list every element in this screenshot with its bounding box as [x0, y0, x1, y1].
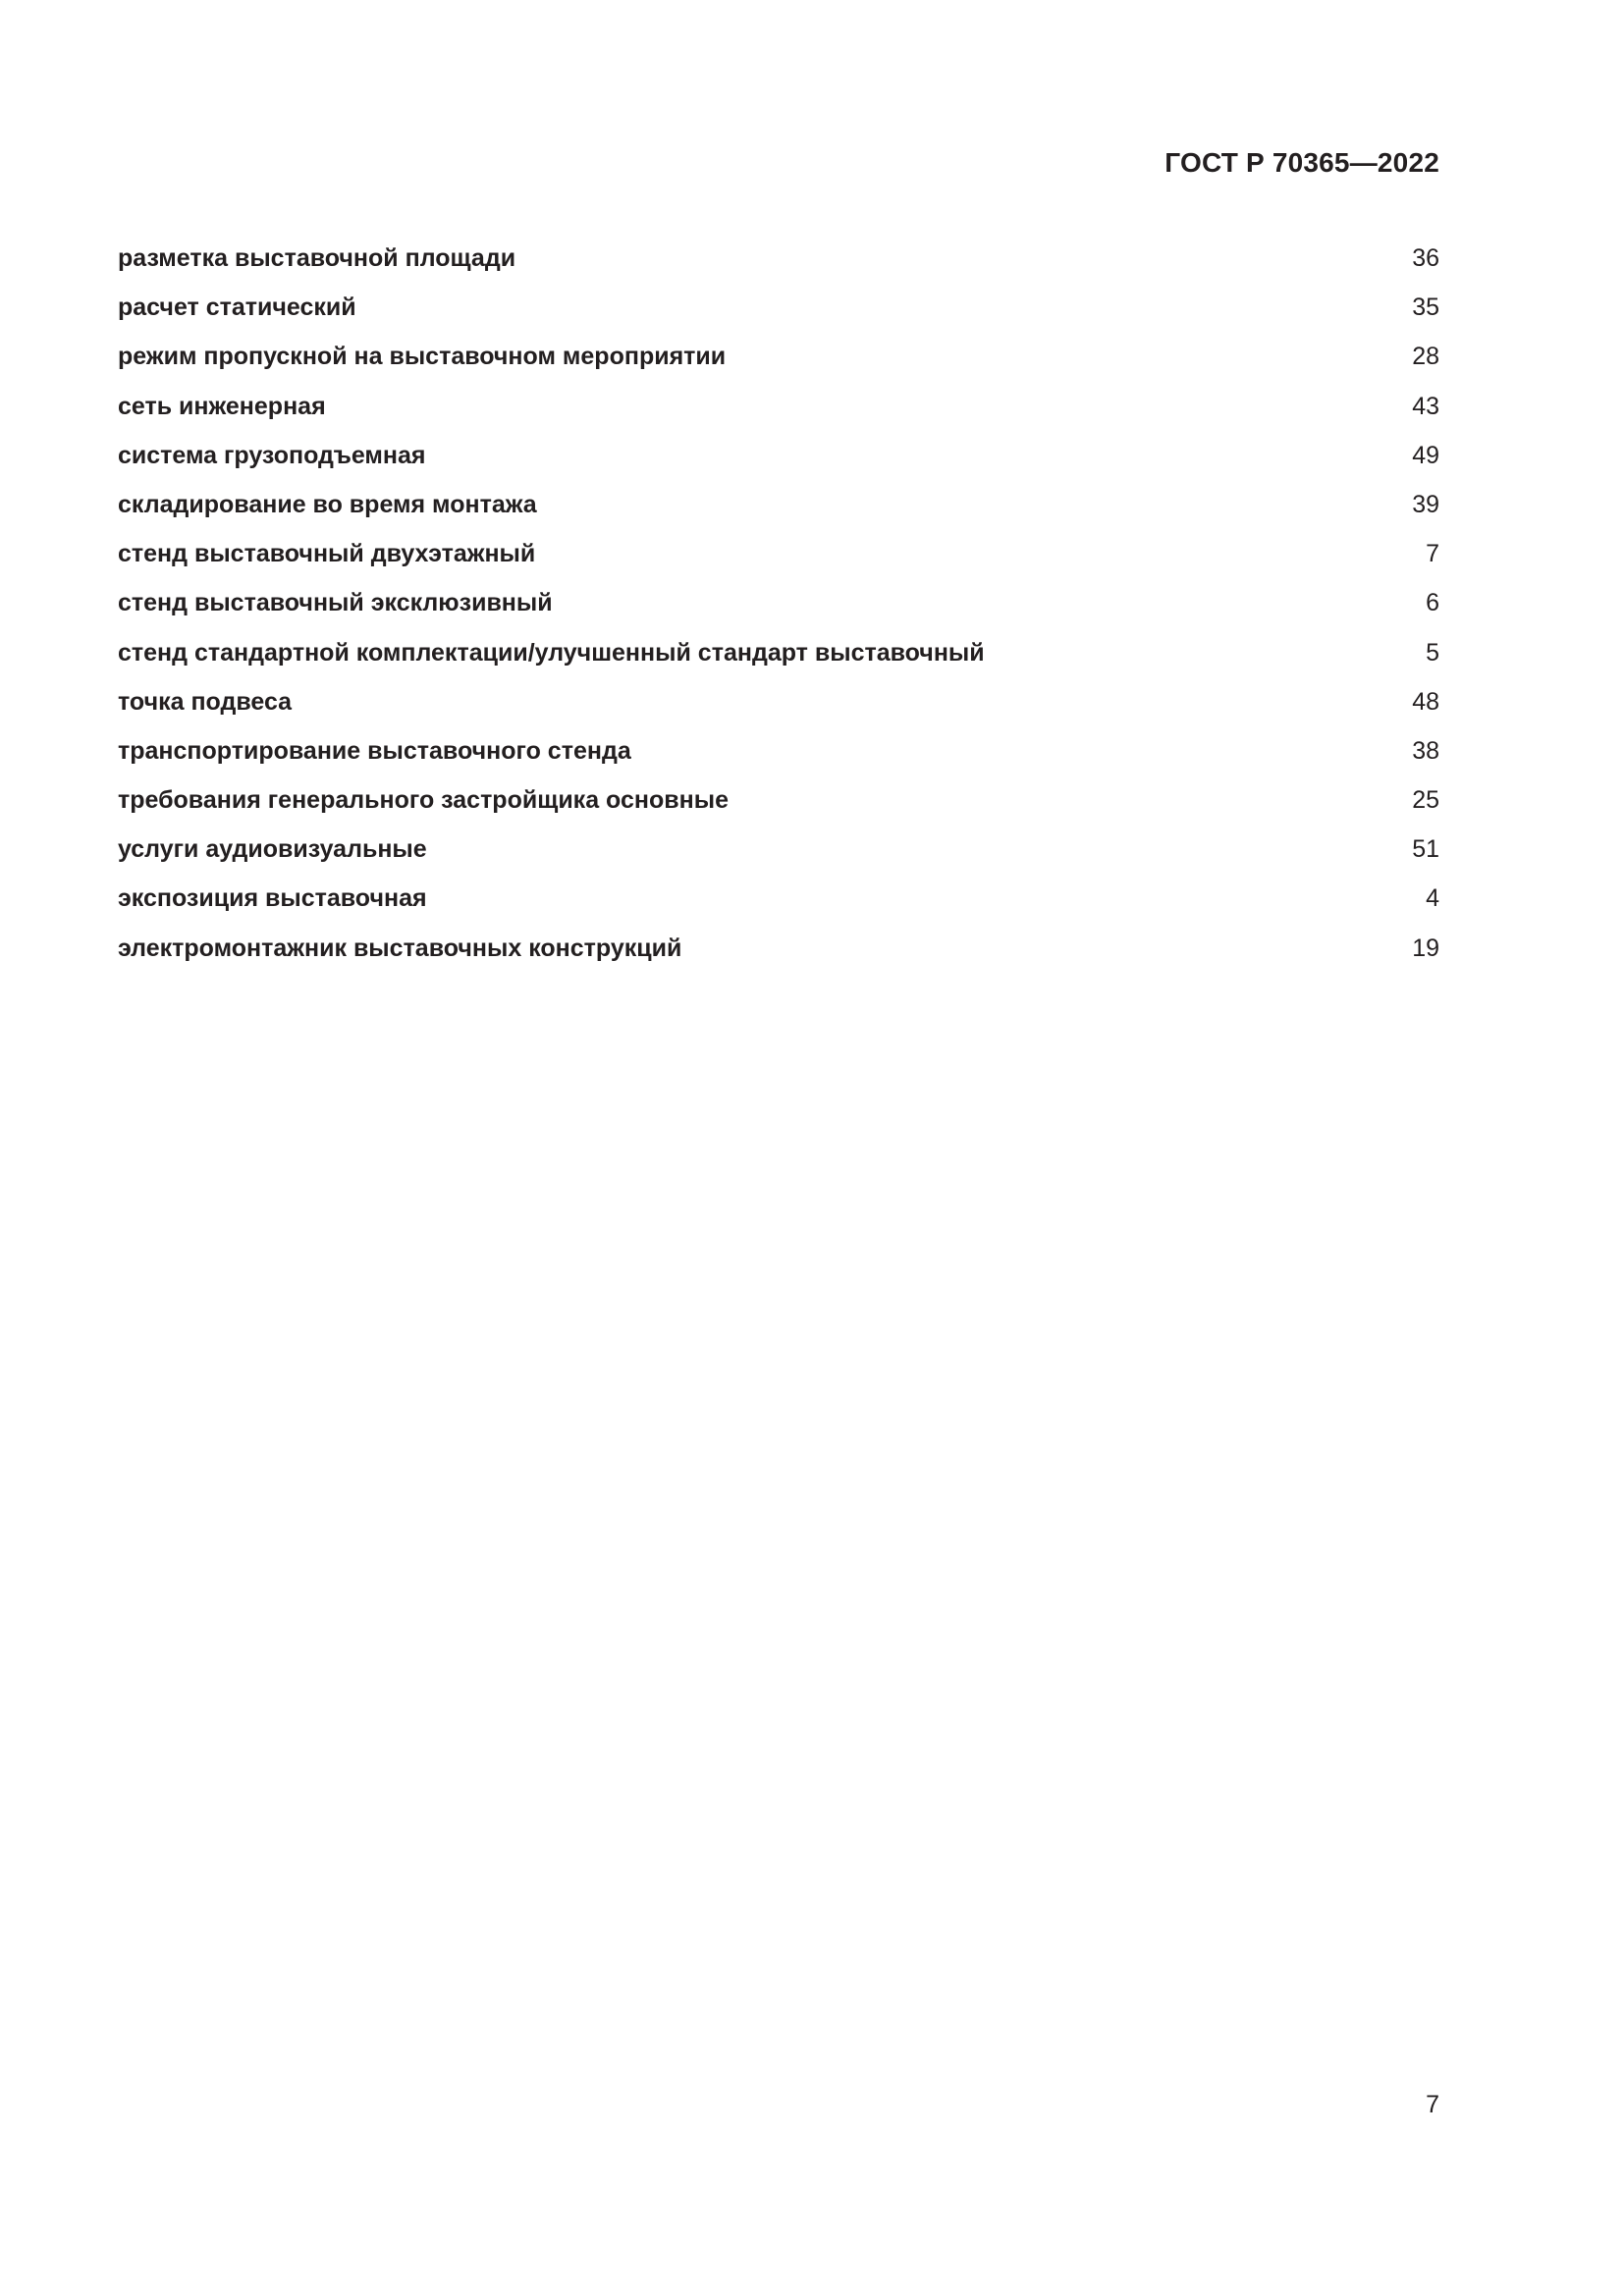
index-page-ref: 43 — [1412, 392, 1439, 420]
index-term: транспортирование выставочного стенда — [118, 736, 631, 765]
index-page-ref: 49 — [1412, 441, 1439, 469]
index-page-ref: 19 — [1412, 934, 1439, 962]
index-entry — [118, 583, 1439, 632]
index-page-ref: 39 — [1412, 490, 1439, 518]
index-page-ref: 35 — [1412, 294, 1439, 322]
index-page-ref: 36 — [1412, 244, 1439, 272]
index-page-ref: 51 — [1412, 835, 1439, 864]
index-page-ref: 4 — [1426, 884, 1439, 913]
index-page-ref: 48 — [1412, 687, 1439, 716]
index-term: стенд выставочный двухэтажный — [118, 540, 536, 568]
index-entry — [118, 633, 1439, 682]
index-term: режим пропускной на выставочном мероприятии — [118, 343, 727, 371]
index-entry — [118, 780, 1439, 829]
index-term: точка подвеса — [118, 687, 293, 716]
index-term: электромонтажник выставочных конструкций — [118, 934, 682, 962]
index-entry — [118, 829, 1439, 879]
index-entry — [118, 731, 1439, 780]
index-entry — [118, 239, 1439, 288]
index-page-ref: 38 — [1412, 736, 1439, 765]
index-page-ref: 5 — [1426, 638, 1439, 667]
page-number: 7 — [1426, 2091, 1439, 2118]
index-term: расчет статический — [118, 294, 356, 322]
standard-code-header: ГОСТ Р 70365—2022 — [1164, 147, 1439, 178]
index-page-ref: 25 — [1412, 786, 1439, 815]
index-term: сеть инженерная — [118, 392, 326, 420]
index-entry — [118, 929, 1439, 978]
index-term: требования генерального застройщика основные — [118, 786, 729, 815]
index-entry — [118, 879, 1439, 928]
index-term: услуги аудиовизуальные — [118, 835, 427, 864]
index-entry — [118, 387, 1439, 436]
index-page-ref: 7 — [1426, 540, 1439, 568]
index-entry — [118, 485, 1439, 534]
index-entry — [118, 288, 1439, 337]
index-term: складирование во время монтажа — [118, 490, 537, 518]
index-entry — [118, 436, 1439, 485]
index-term: стенд выставочный эксклюзивный — [118, 589, 553, 617]
index-entry — [118, 682, 1439, 731]
index-term: стенд стандартной комплектации/улучшенный стандарт выставочный — [118, 638, 985, 667]
index-term: разметка выставочной площади — [118, 244, 516, 272]
index-page-ref: 6 — [1426, 589, 1439, 617]
index-term: система грузоподъемная — [118, 441, 426, 469]
index-page-ref: 28 — [1412, 343, 1439, 371]
alphabetical-index — [118, 239, 1439, 978]
index-term: экспозиция выставочная — [118, 884, 427, 913]
index-entry — [118, 534, 1439, 583]
index-entry — [118, 337, 1439, 386]
